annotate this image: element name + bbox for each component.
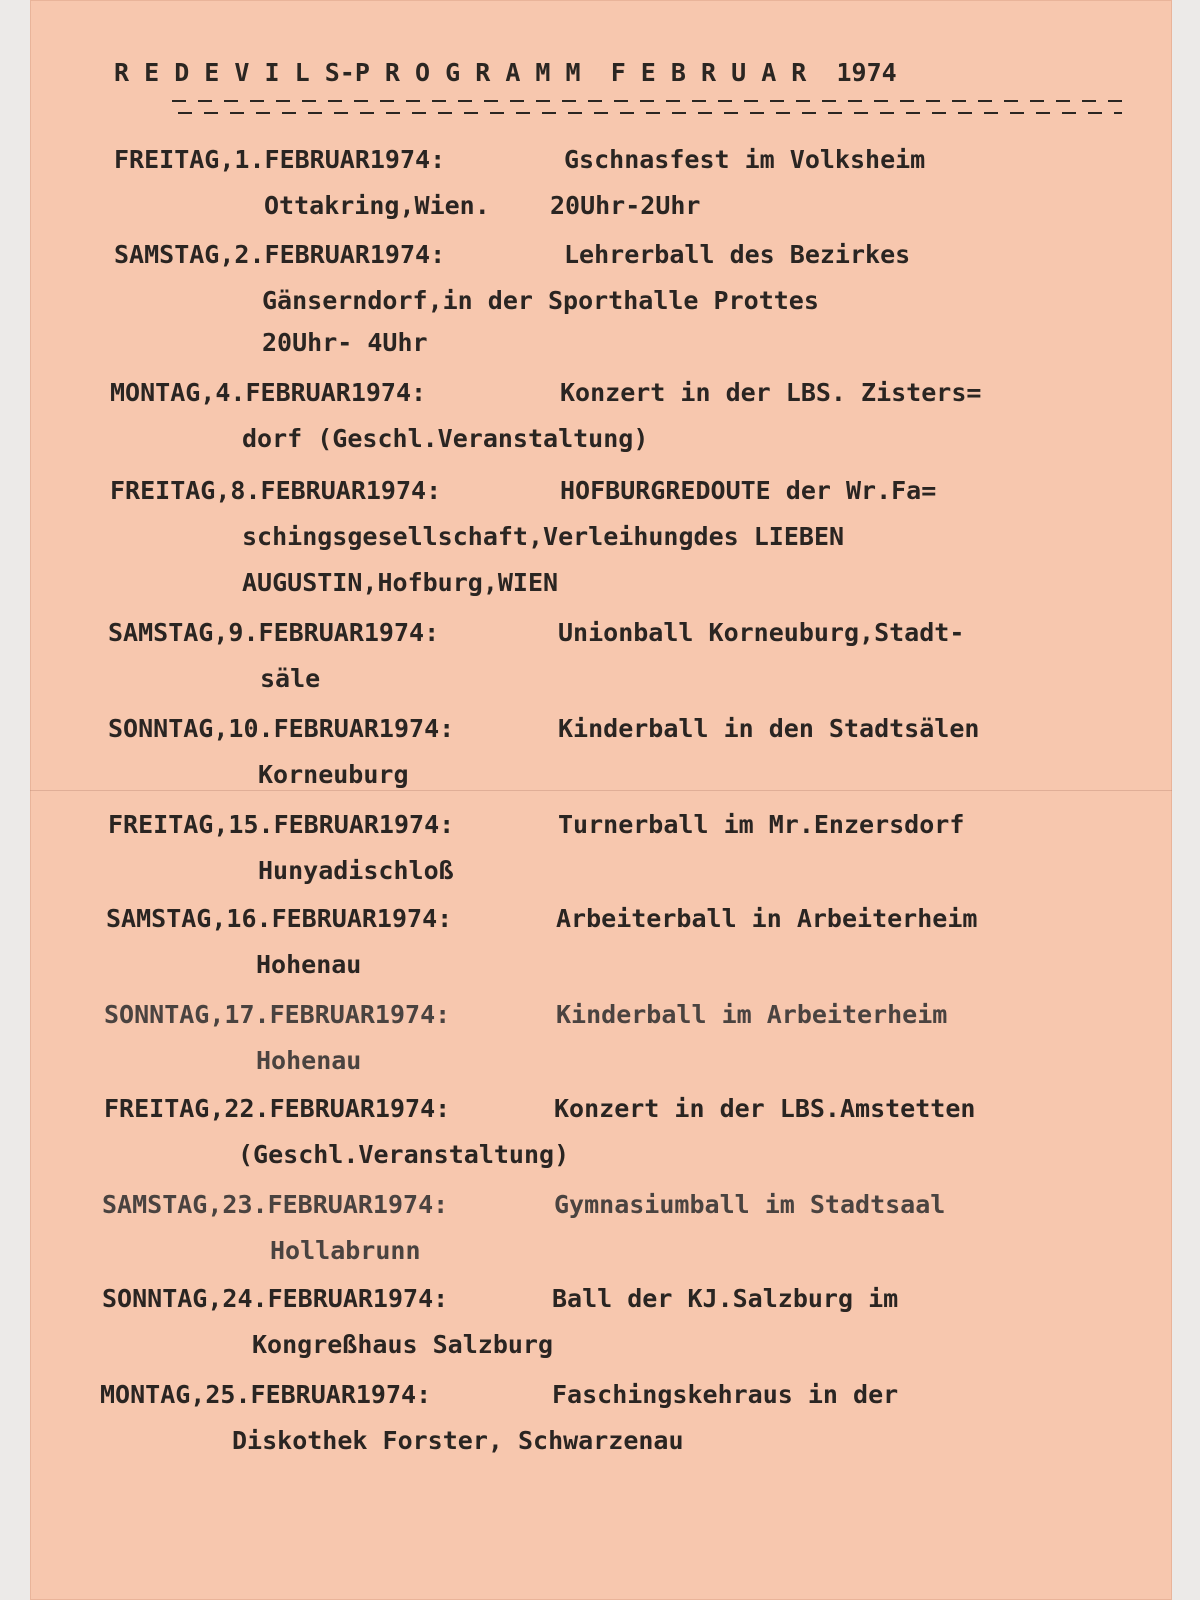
event-date: SAMSTAG,16.FEBRUAR1974: [106,904,453,933]
event-description: (Geschl.Veranstaltung) [238,1140,570,1169]
event-description: dorf (Geschl.Veranstaltung) [242,424,649,453]
event-description: Diskothek Forster, Schwarzenau [232,1426,684,1455]
event-date: SAMSTAG,23.FEBRUAR1974: [102,1190,449,1219]
event-date: SAMSTAG,9.FEBRUAR1974: [108,618,440,647]
event-date: SAMSTAG,2.FEBRUAR1974: [114,240,446,269]
event-date: SONNTAG,10.FEBRUAR1974: [108,714,455,743]
document-page [30,0,1172,1600]
event-description: Gänserndorf,in der Sporthalle Prottes [262,286,819,315]
event-description: 20Uhr- 4Uhr [262,328,428,357]
program-title: R E D E V I L S-P R O G R A M M F E B R U A R 1974 [114,58,897,87]
event-description: Konzert in der LBS. Zisters= [560,378,982,407]
event-description: Turnerball im Mr.Enzersdorf [558,810,965,839]
event-date: FREITAG,15.FEBRUAR1974: [108,810,455,839]
event-description: Ottakring,Wien. 20Uhr-2Uhr [264,191,701,220]
event-description: HOFBURGREDOUTE der Wr.Fa= [560,476,937,505]
event-description: Kinderball in den Stadtsälen [558,714,980,743]
event-description: Ball der KJ.Salzburg im [552,1284,899,1313]
event-date: FREITAG,22.FEBRUAR1974: [104,1094,451,1123]
event-date: MONTAG,4.FEBRUAR1974: [110,378,427,407]
event-description: Gymnasiumball im Stadtsaal [554,1190,946,1219]
event-description: Hohenau [256,950,362,979]
title-underline [172,98,1122,116]
paper-fold-line [30,790,1172,791]
event-date: MONTAG,25.FEBRUAR1974: [100,1380,432,1409]
event-description: AUGUSTIN,Hofburg,WIEN [242,568,559,597]
event-description: Unionball Korneuburg,Stadt- [558,618,965,647]
event-description: schingsgesellschaft,Verleihungdes LIEBEN [242,522,845,551]
event-description: Kongreßhaus Salzburg [252,1330,554,1359]
event-description: Kinderball im Arbeiterheim [556,1000,948,1029]
event-description: Hunyadischloß [258,856,454,885]
event-date: SONNTAG,17.FEBRUAR1974: [104,1000,451,1029]
event-description: Gschnasfest im Volksheim [564,145,926,174]
event-description: Lehrerball des Bezirkes [564,240,911,269]
event-description: Hollabrunn [270,1236,421,1265]
event-description: säle [260,664,321,693]
event-date: SONNTAG,24.FEBRUAR1974: [102,1284,449,1313]
event-description: Arbeiterball in Arbeiterheim [556,904,978,933]
event-description: Hohenau [256,1046,362,1075]
event-date: FREITAG,1.FEBRUAR1974: [114,145,446,174]
event-description: Konzert in der LBS.Amstetten [554,1094,976,1123]
event-date: FREITAG,8.FEBRUAR1974: [110,476,442,505]
event-description: Korneuburg [258,760,409,789]
event-description: Faschingskehraus in der [552,1380,899,1409]
